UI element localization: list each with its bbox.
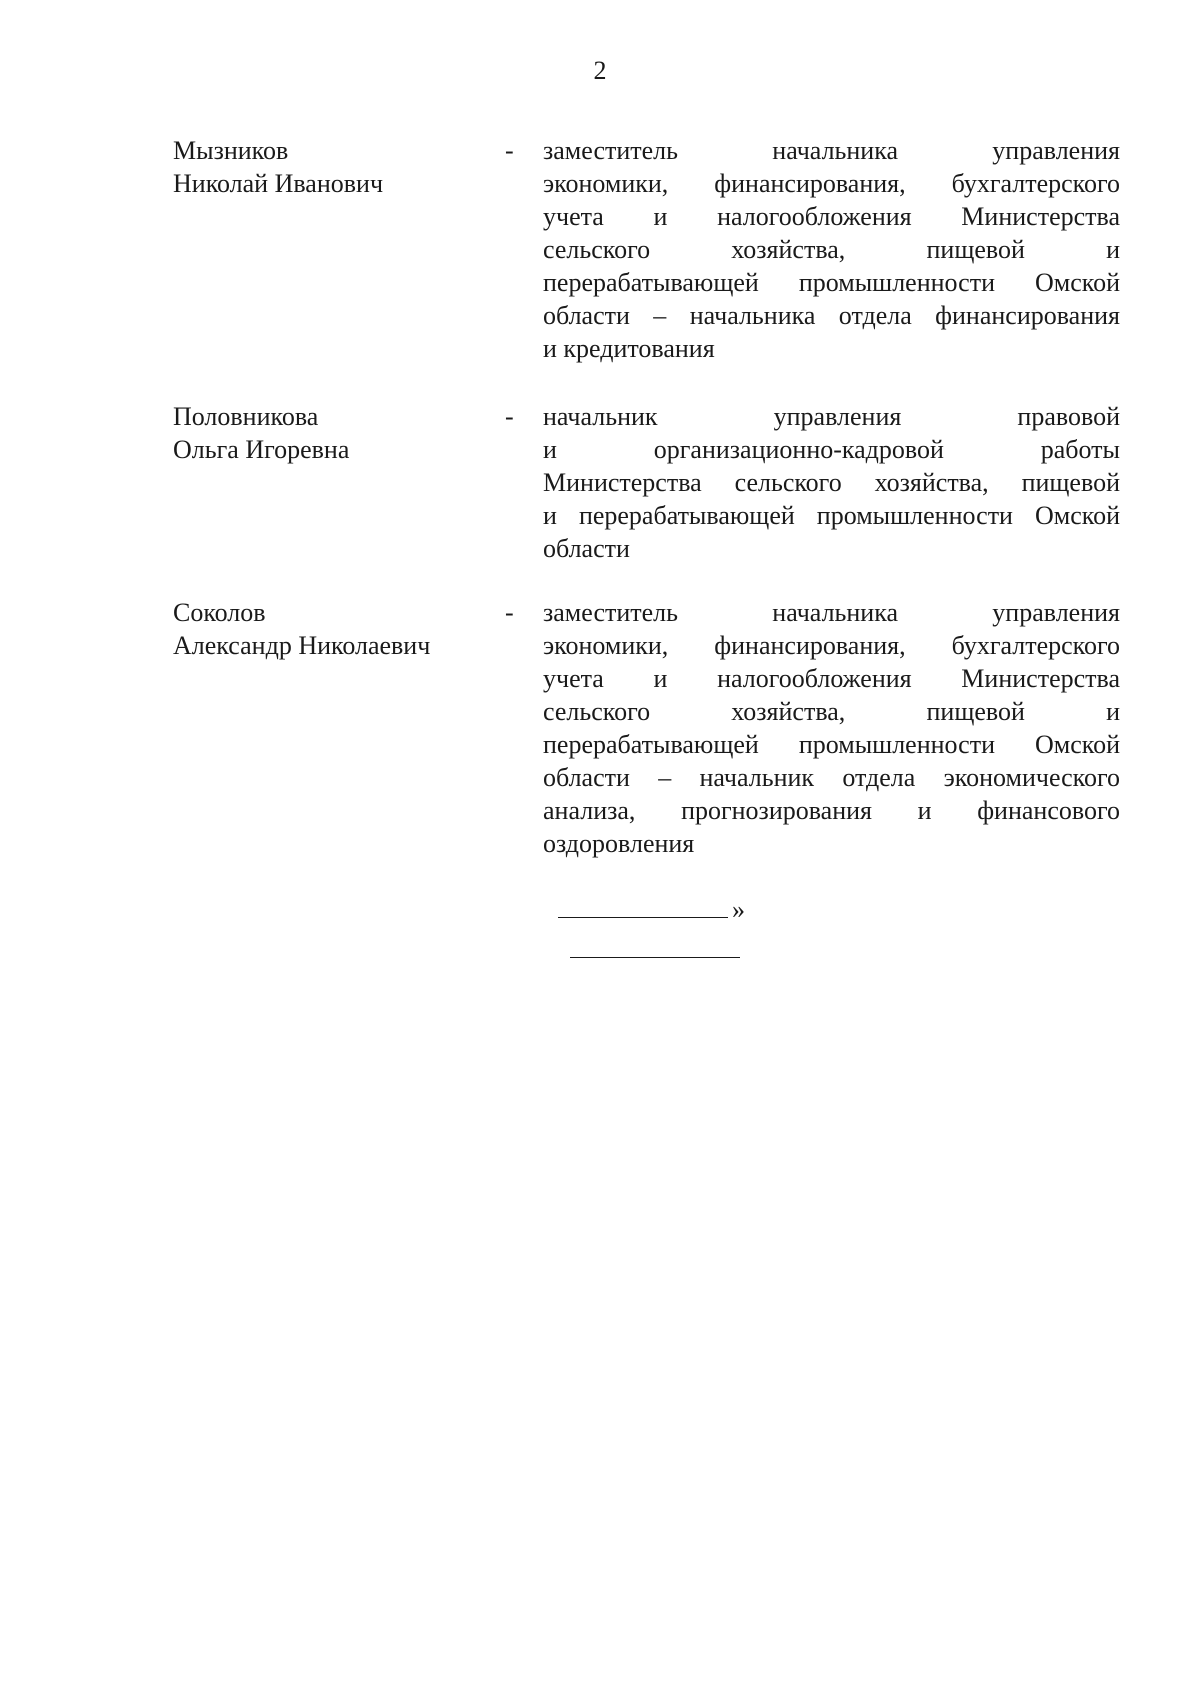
position-line: учета и налогообложения Министерства xyxy=(543,664,1120,693)
member-dash: - xyxy=(505,598,514,627)
closing-underline xyxy=(558,917,728,918)
position-line: учета и налогообложения Министерства xyxy=(543,202,1120,231)
member-position xyxy=(543,596,1120,860)
position-line: экономики, финансирования, бухгалтерского xyxy=(543,169,1120,198)
member-position xyxy=(543,134,1120,365)
member-dash: - xyxy=(505,402,514,431)
member-surname: Половникова xyxy=(173,402,319,431)
position-line: Министерства сельского хозяйства, пищевой xyxy=(543,468,1120,497)
member-given-names: Николай Иванович xyxy=(173,169,384,198)
member-name xyxy=(173,400,503,466)
position-line: экономики, финансирования, бухгалтерского xyxy=(543,631,1120,660)
end-separator-line xyxy=(570,957,740,958)
closing-quote: » xyxy=(732,895,745,924)
member-name xyxy=(173,134,503,200)
position-line: перерабатывающей промышленности Омской xyxy=(543,730,1120,759)
position-line: перерабатывающей промышленности Омской xyxy=(543,268,1120,297)
position-line: области – начальник отдела экономического xyxy=(543,763,1120,792)
position-line: сельского хозяйства, пищевой и xyxy=(543,235,1120,264)
position-line: заместитель начальника управления xyxy=(543,136,1120,165)
position-line: анализа, прогнозирования и финансового xyxy=(543,796,1120,825)
member-name xyxy=(173,596,503,662)
page-number: 2 xyxy=(593,56,607,85)
member-given-names: Александр Николаевич xyxy=(173,631,431,660)
member-given-names: Ольга Игоревна xyxy=(173,435,350,464)
member-surname: Соколов xyxy=(173,598,266,627)
position-line: и кредитования xyxy=(543,334,715,363)
member-surname: Мызников xyxy=(173,136,289,165)
position-line: сельского хозяйства, пищевой и xyxy=(543,697,1120,726)
member-dash: - xyxy=(505,136,514,165)
closing-mark xyxy=(558,895,745,925)
position-line: заместитель начальника управления xyxy=(543,598,1120,627)
position-line: оздоровления xyxy=(543,829,695,858)
member-position xyxy=(543,400,1120,565)
position-line: области xyxy=(543,534,630,563)
position-line: и перерабатывающей промышленности Омской xyxy=(543,501,1120,530)
position-line: начальник управления правовой xyxy=(543,402,1120,431)
position-line: и организационно-кадровой работы xyxy=(543,435,1120,464)
position-line: области – начальника отдела финансирования xyxy=(543,301,1120,330)
